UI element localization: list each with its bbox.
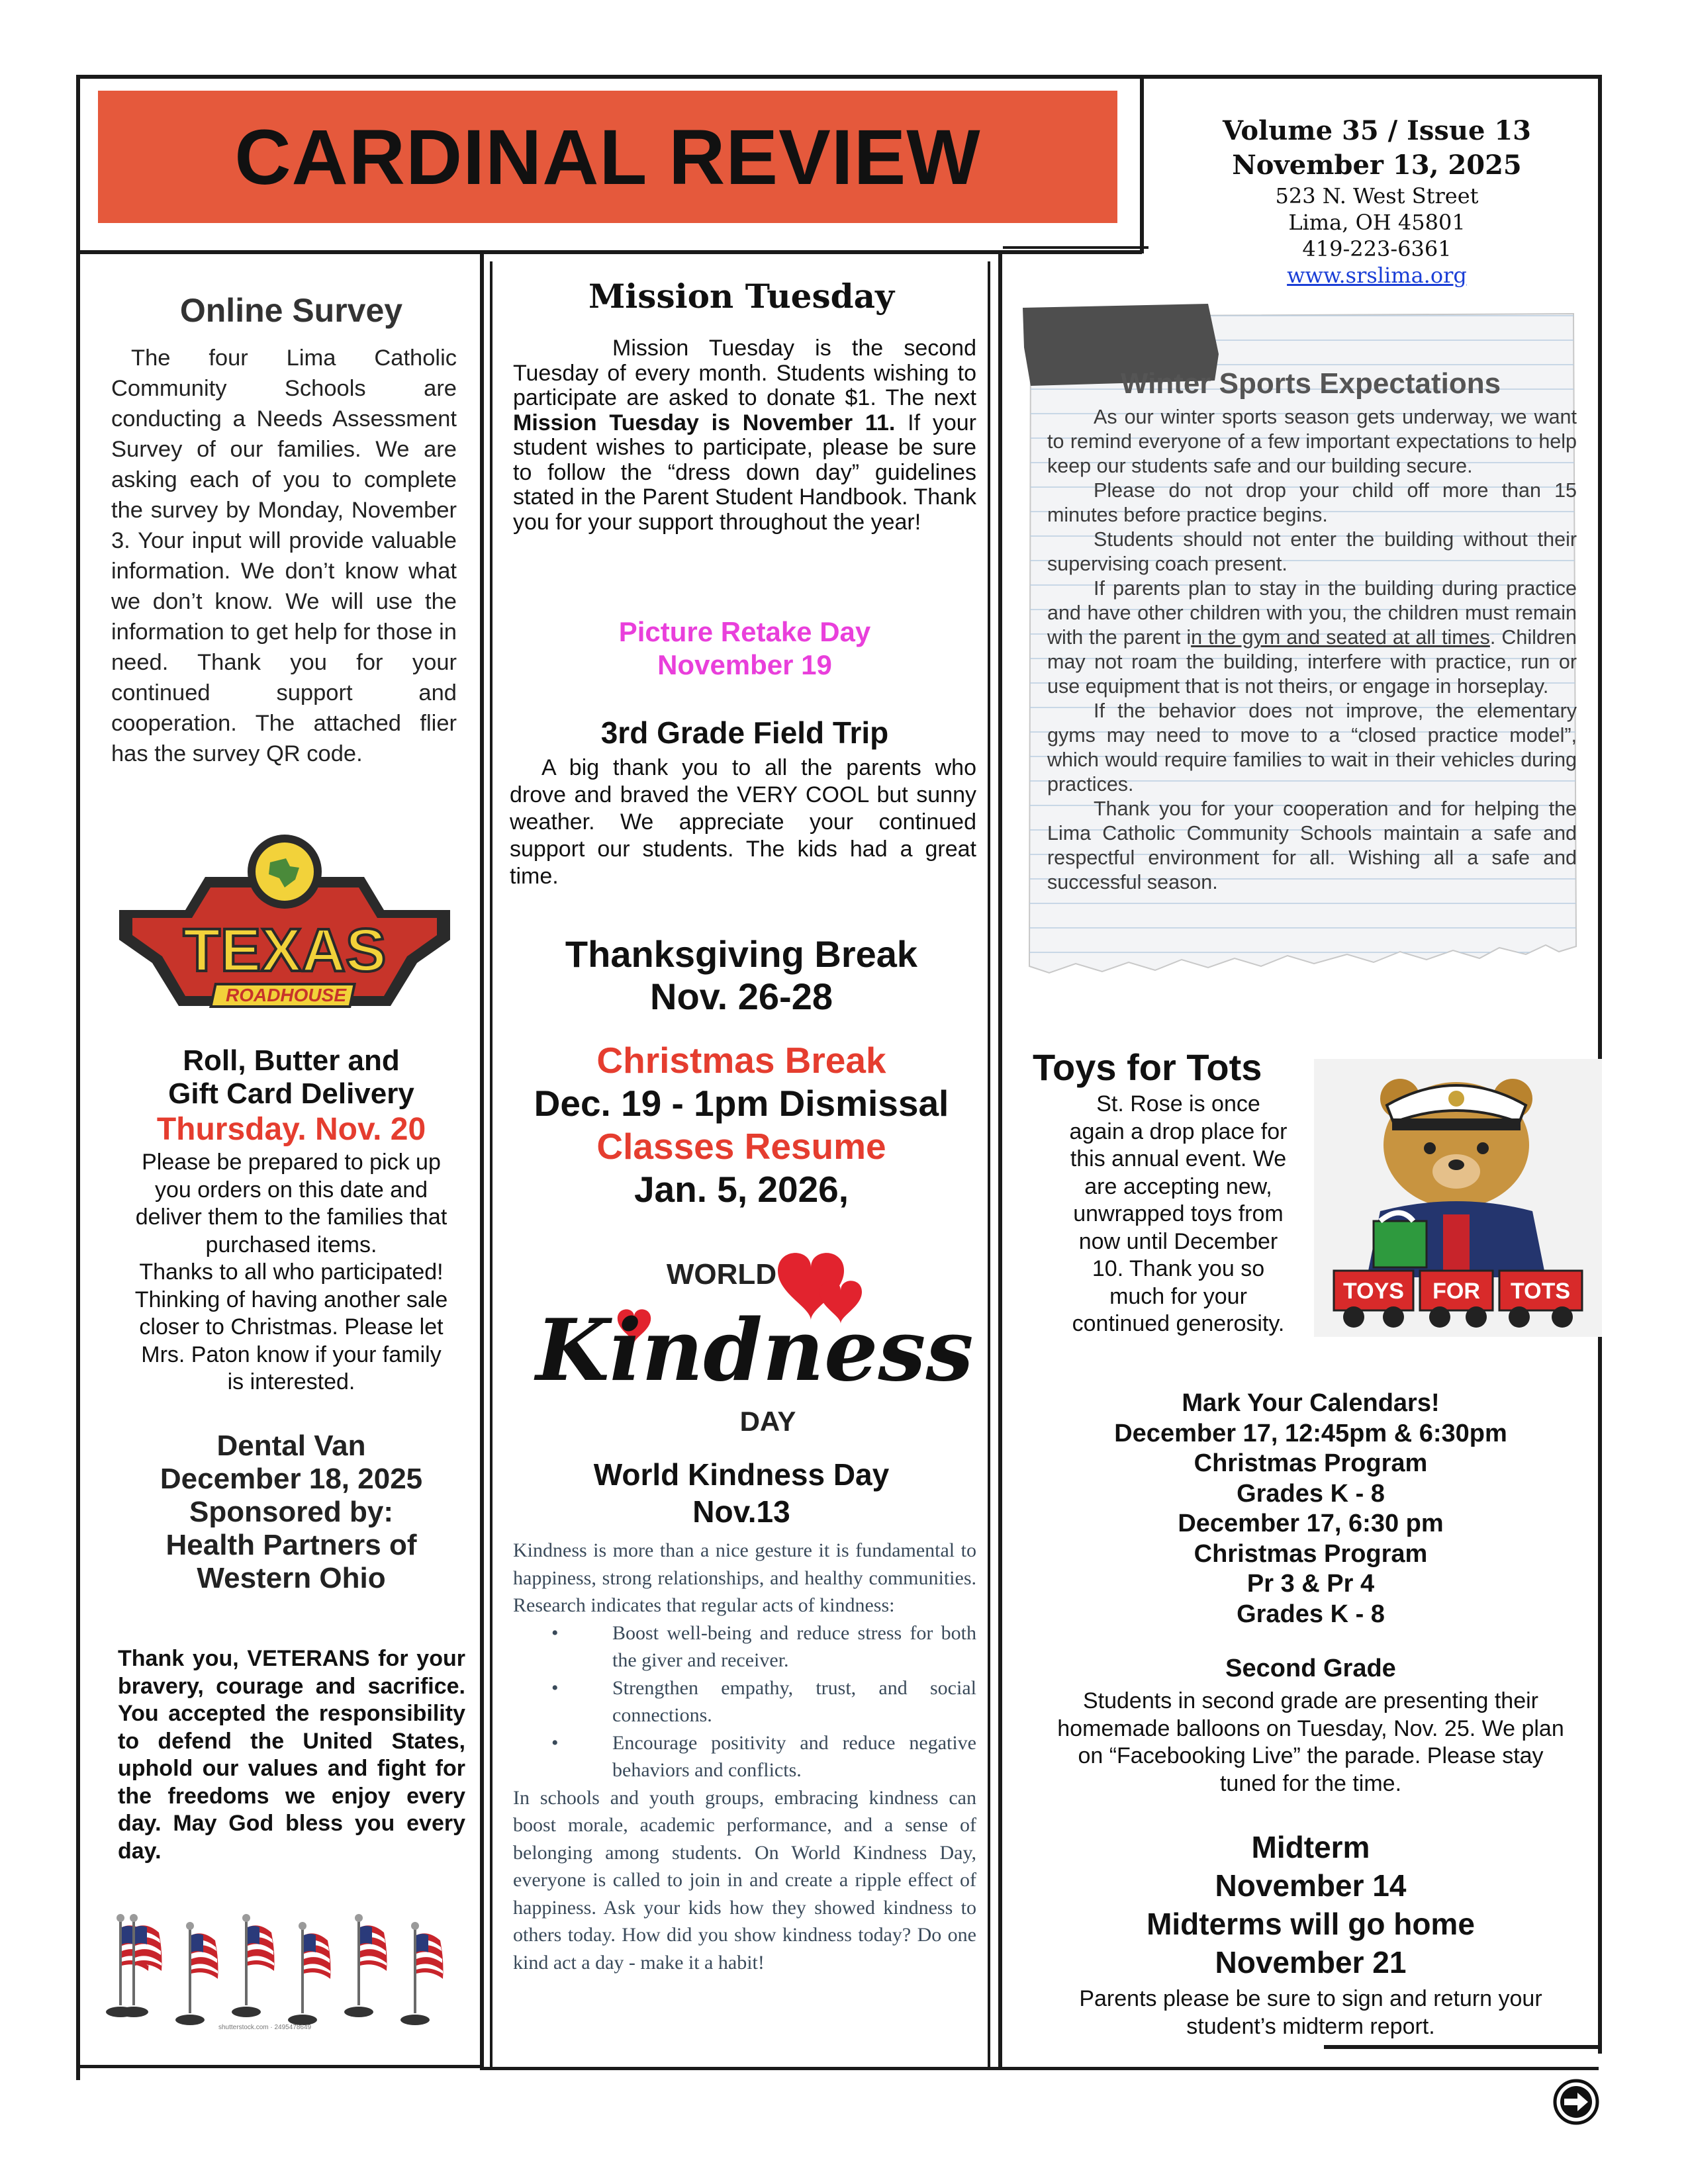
cal-line: December 17, 12:45pm & 6:30pm xyxy=(1114,1419,1507,1447)
kindness-outro: In schools and youth groups, embracing kindness can boost morale, academic performance, and a sense of belonging among students. On World Kindness Day, everyone is called to join in and create a ripple effect of happiness. Ask your kids how they showed kindness to others today. How did you show kindness today? Do one kind act a day - make it a habit! xyxy=(513,1786,976,1974)
roll-line: purchased items. xyxy=(205,1232,377,1257)
midterm-note: Parents please be sure to sign and return your student’s midterm report. xyxy=(1079,1986,1542,2039)
roll-date: Thursday. Nov. 20 xyxy=(156,1112,426,1147)
roll-title-1: Roll, Butter and xyxy=(183,1044,400,1077)
frame-bottom-right xyxy=(1324,2045,1602,2049)
winter-sports-p6: Thank you for your cooperation and for helping the Lima Catholic Community Schools maintain a safe and respectful environment for all. Wishing all a safe and successful season. xyxy=(1047,797,1577,893)
col2-box-left xyxy=(490,261,492,2068)
cal-line: Mark Your Calendars! xyxy=(1182,1389,1440,1417)
roll-line: Thinking of having another sale xyxy=(134,1287,448,1312)
mission-tuesday-text xyxy=(513,336,976,535)
website-link[interactable]: www.srslima.org xyxy=(1287,263,1467,288)
bullet-icon: • xyxy=(551,1621,559,1644)
tots-line: much for your xyxy=(1109,1283,1247,1309)
newsletter-title: CARDINAL REVIEW xyxy=(234,114,981,201)
dental-line: December 18, 2025 xyxy=(160,1463,423,1495)
cal-line: Grades K - 8 xyxy=(1237,1479,1385,1508)
online-survey-text: The four Lima Catholic Community Schools are conducting a Needs Assessment Survey of our families. We are asking each of you to complete the survey by Monday, November 3. Your input will provide valuable information. We don’t know what we don’t know. We will use the information to get help for those in need. Thank you for your continued support and cooperation. The attached flier has the survey QR code. xyxy=(111,345,457,766)
kindness-bullet-text: Strengthen empathy, trust, and social connections. xyxy=(612,1676,976,1726)
midterm-section xyxy=(1046,1828,1575,1981)
winter-sports-p3: Students should not enter the building without their supervising coach present. xyxy=(1047,528,1577,575)
arrow-right-circle-icon[interactable] xyxy=(1552,2078,1600,2126)
thanksgiving-line-2: Nov. 26-28 xyxy=(650,976,833,1017)
dental-line: Dental Van xyxy=(216,1430,366,1462)
second-grade-title: Second Grade xyxy=(1225,1655,1396,1682)
mission-text-b: If your student wishes to participate, please be sure to follow the “dress down day” guidelines stated in the Parent Student Handbook. Thank you for your support throughout the year! xyxy=(513,410,976,535)
logo-day-text: DAY xyxy=(739,1406,796,1437)
winter-sports-title: Winter Sports Expectations xyxy=(1120,367,1501,400)
frame-bottom xyxy=(480,2067,1599,2070)
field-trip-title: 3rd Grade Field Trip xyxy=(600,715,889,750)
address-line-2: Lima, OH 45801 xyxy=(1288,210,1466,235)
badge-for: FOR xyxy=(1432,1279,1480,1304)
winter-sports-p5: If the behavior does not improve, the elementary gyms may need to move to a “closed practice model”, which would require families to wait in their vehicles during practices. xyxy=(1047,700,1577,796)
midterm-line: Midterm xyxy=(1251,1830,1370,1864)
mark-your-calendars xyxy=(1059,1388,1562,1629)
ws-p4-b: . Children may not roam the building, interfere with practice, run or use equipment that is not theirs, or engage in horseplay. xyxy=(1047,626,1577,698)
issue-info xyxy=(1178,114,1575,289)
online-survey-body xyxy=(111,343,457,769)
bullet-icon: • xyxy=(551,1731,559,1754)
masthead-right-rule xyxy=(1140,75,1144,253)
midterm-line: November 14 xyxy=(1215,1868,1407,1903)
midterm-line: November 21 xyxy=(1215,1945,1407,1979)
toys-for-tots-title: Toys for Tots xyxy=(1033,1046,1262,1088)
kindness-title-2: Nov.13 xyxy=(692,1494,790,1529)
frame-top xyxy=(76,75,1602,79)
thanksgiving-break xyxy=(503,933,980,1018)
cal-line: December 17, 6:30 pm xyxy=(1178,1510,1444,1537)
masthead-bottom-rule xyxy=(76,250,1142,254)
dental-line: Sponsored by: xyxy=(189,1496,394,1528)
col1-box-right xyxy=(988,261,990,2068)
dental-line: Health Partners of xyxy=(165,1529,417,1561)
tots-line: continued generosity. xyxy=(1072,1311,1285,1336)
thanksgiving-line-1: Thanksgiving Break xyxy=(565,933,918,975)
badge-tots: TOTS xyxy=(1510,1279,1571,1304)
volume-issue: Volume 35 / Issue 13 xyxy=(1222,115,1531,146)
bullet-icon: • xyxy=(551,1676,559,1699)
col1-bottom xyxy=(76,2065,484,2068)
texas-roadhouse-logo xyxy=(106,831,463,1029)
issue-date: November 13, 2025 xyxy=(1232,150,1522,181)
kindness-bullets xyxy=(513,1619,976,1784)
kindness-bullet xyxy=(513,1674,976,1729)
ws-p4-underline: n the gym and seated at all times xyxy=(1191,626,1490,649)
roll-line: closer to Christmas. Please let xyxy=(139,1314,444,1340)
toys-for-tots-body xyxy=(1033,1091,1324,1338)
roll-butter-section xyxy=(99,1044,483,1396)
roll-line: deliver them to the families that xyxy=(135,1205,447,1230)
logo-world-text: WORLD xyxy=(666,1258,777,1291)
tots-line: 10. Thank you so xyxy=(1092,1256,1265,1281)
christmas-line-3: Classes Resume xyxy=(596,1126,886,1167)
kindness-bullet xyxy=(513,1729,976,1784)
col3-top-rule xyxy=(1003,246,1149,249)
tots-line: are accepting new, xyxy=(1084,1173,1272,1199)
badge-toys: TOYS xyxy=(1343,1279,1404,1304)
cal-line: Grades K - 8 xyxy=(1237,1600,1385,1628)
kindness-bullet xyxy=(513,1619,976,1674)
christmas-line-1: Christmas Break xyxy=(596,1040,886,1081)
kindness-title-1: World Kindness Day xyxy=(593,1457,890,1492)
christmas-line-4: Jan. 5, 2026, xyxy=(633,1169,849,1210)
world-kindness-title xyxy=(503,1456,980,1530)
winter-sports-body xyxy=(1047,405,1577,895)
christmas-break xyxy=(503,1039,980,1211)
veterans-thank-you: Thank you, VETERANS for your bravery, courage and sacrifice. You accepted the responsibility to defend the United States, uphold our values and fight for the freedoms we enjoy every day. May God bless you every day. xyxy=(118,1646,465,1864)
dental-line: Western Ohio xyxy=(197,1562,386,1594)
mission-tuesday-title: Mission Tuesday xyxy=(588,277,895,316)
mission-tuesday-body xyxy=(513,336,976,535)
address-line-1: 523 N. West Street xyxy=(1275,183,1479,208)
christmas-line-2: Dec. 19 - 1pm Dismissal xyxy=(534,1083,949,1124)
frame-left xyxy=(76,75,80,2080)
flags-caption: shutterstock.com · 2495478649 xyxy=(218,2024,312,2031)
logo-kindness-text: Kindness xyxy=(536,1301,974,1400)
midterm-line: Midterms will go home xyxy=(1147,1907,1475,1941)
online-survey-title: Online Survey xyxy=(179,292,403,329)
american-flags-image xyxy=(119,1913,463,2032)
toys-for-tots-bear-image xyxy=(1314,1059,1602,1337)
kindness-bullet-text: Boost well-being and reduce stress for both the giver and receiver. xyxy=(612,1621,976,1671)
dental-van-section xyxy=(99,1430,483,1595)
tots-line: this annual event. We xyxy=(1070,1146,1287,1171)
mission-text-a: Mission Tuesday is the second Tuesday of every month. Students wishing to participate are asked to donate $1. The next xyxy=(513,336,976,410)
world-kindness-day-logo xyxy=(536,1244,974,1443)
field-trip-body xyxy=(510,754,976,890)
roll-line: Please be prepared to pick up xyxy=(142,1150,441,1175)
tots-line: again a drop place for xyxy=(1069,1118,1288,1144)
roll-line: is interested. xyxy=(227,1369,355,1394)
ws-p4-a: If parents plan to stay in the building during practice and have other children with you, the children must remain with the parent i xyxy=(1047,577,1577,649)
kindness-bullet-text: Encourage positivity and reduce negative behaviors and conflicts. xyxy=(612,1731,976,1781)
tots-line: St. Rose is once xyxy=(1096,1091,1260,1116)
mission-text-bold: Mission Tuesday is November 11. xyxy=(513,410,896,435)
cal-line: Pr 3 & Pr 4 xyxy=(1246,1570,1375,1598)
tots-line: unwrapped toys from xyxy=(1073,1201,1284,1226)
kindness-intro: Kindness is more than a nice gesture it is fundamental to happiness, strong relationships, and healthy communities. Research indicates that regular acts of kindness: xyxy=(513,1539,976,1616)
tots-line: now until December xyxy=(1078,1228,1278,1254)
cal-line: Christmas Program xyxy=(1194,1539,1428,1568)
roll-line: Mrs. Paton know if your family xyxy=(141,1342,442,1367)
phone-number: 419-223-6361 xyxy=(1302,236,1452,261)
winter-sports-p4 xyxy=(1047,576,1577,699)
roll-line: Thanks to all who participated! xyxy=(139,1259,444,1285)
cal-line: Christmas Program xyxy=(1194,1449,1428,1477)
picture-retake-section xyxy=(513,615,976,682)
field-trip-text: A big thank you to all the parents who drove and braved the VERY COOL but sunny weather. We appreciate your continued support our students. The kids had a great time. xyxy=(510,755,976,889)
winter-sports-p1: As our winter sports season gets underway, we want to remind everyone of a few important expectations to help keep our students safe and our building secure. xyxy=(1047,406,1577,477)
roll-line: you orders on this date and xyxy=(154,1177,428,1203)
retake-line-2: November 19 xyxy=(657,649,832,680)
logo-roadhouse-text: ROADHOUSE xyxy=(225,985,347,1005)
roll-title-2: Gift Card Delivery xyxy=(168,1077,414,1110)
second-grade-body: Students in second grade are presenting their homemade balloons on Tuesday, Nov. 25. We plan on “Facebooking Live” the parade. Please stay tuned for the time. xyxy=(1057,1688,1564,1796)
winter-sports-p2: Please do not drop your child off more than 15 minutes before practice begins. xyxy=(1047,479,1577,526)
col-divider-2 xyxy=(998,251,1002,2070)
world-kindness-body xyxy=(513,1537,976,1976)
logo-texas-text: TEXAS xyxy=(183,917,387,984)
retake-line-1: Picture Retake Day xyxy=(618,616,871,647)
